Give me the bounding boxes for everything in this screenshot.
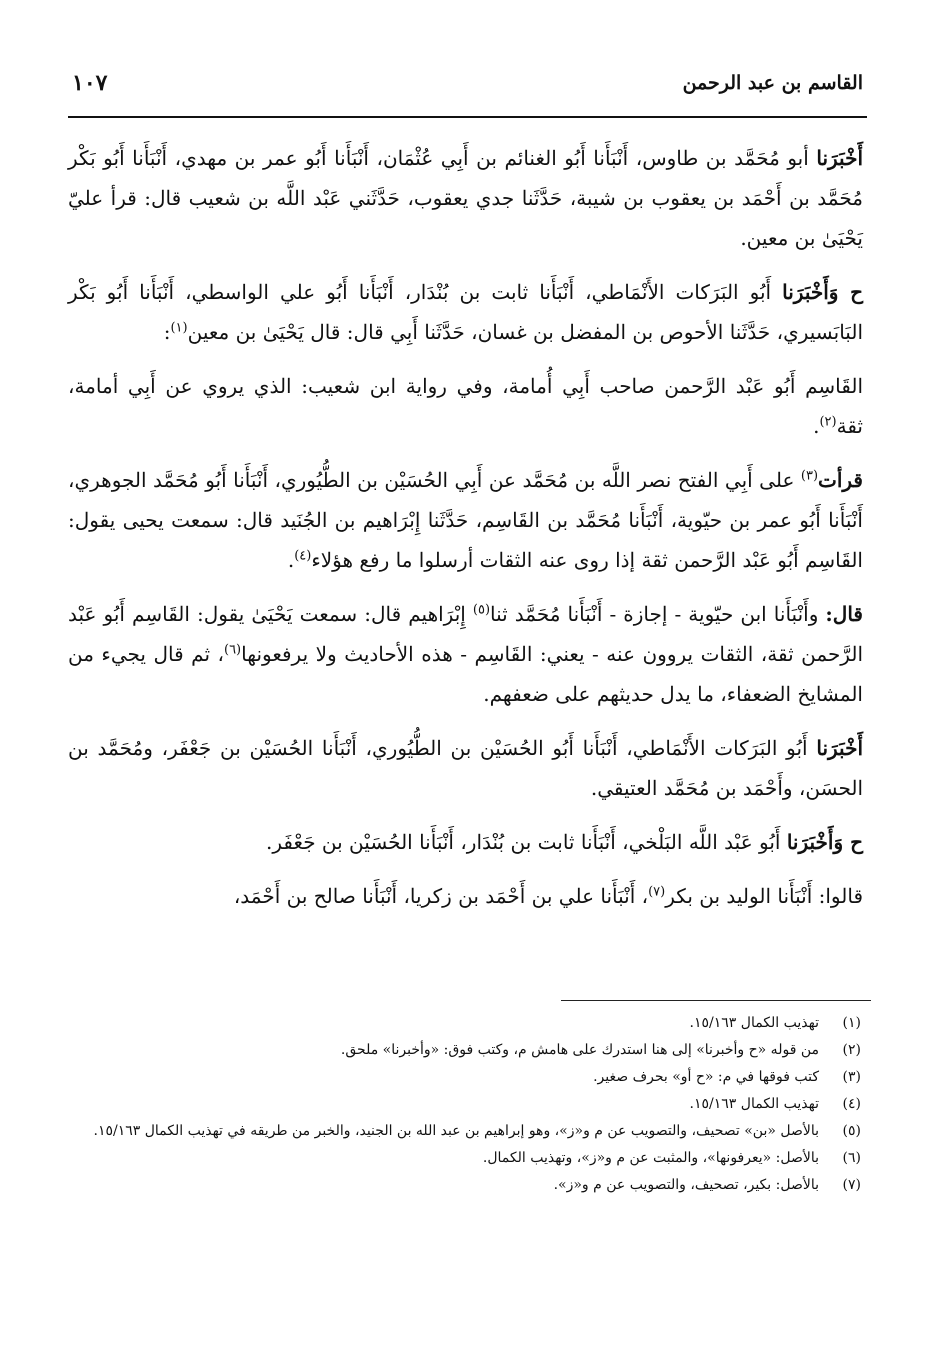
paragraph-lead: أَخْبَرَنا: [816, 146, 863, 170]
paragraph-3: [68, 366, 863, 446]
footnote-number: (٤): [842, 1096, 861, 1112]
footnote-3: [72, 1064, 861, 1091]
main-text: [68, 138, 863, 930]
paragraph-lead: قرأت: [818, 468, 863, 492]
paragraph-4: [68, 460, 863, 580]
footnote-text: بالأصل: «يعرفونها»، والمثبت عن م و«ز»، وتهذيب الكمال.: [482, 1150, 819, 1166]
paragraph-text: القَاسِم أَبُو عَبْد الرَّحمن صاحب أَبِي أُمامة، وفي رواية ابن شعيب: الذي يروي عن أَبِي أمامة، ثقة: [68, 374, 863, 438]
paragraph-tail: .: [287, 548, 295, 572]
footnote-6: [72, 1145, 861, 1172]
footnote-rule: [561, 1000, 871, 1001]
running-head: [72, 68, 863, 102]
footnote-ref: (٥): [472, 602, 491, 618]
paragraph-tail: ، ثم قال يجيء من المشايخ الضعفاء، ما يدل حديثهم على ضعفهم.: [68, 642, 863, 706]
footnote-number: (٦): [842, 1150, 861, 1166]
footnote-5: [72, 1118, 861, 1145]
paragraph-text: أبو مُحَمَّد بن طاوس، أَنْبَأَنا أَبُو الغنائم بن أَبِي عُثْمَان، أَنْبَأَنا أَبُو عمر بن مهدي، أَنْبَأَنا أَبُو بَكْر مُحَمَّد بن أَحْمَد بن يعقوب بن شيبة، حَدَّثَنا جدي يعقوب، حَدَّثَني عَبْد اللَّه بن شعيب قال: قرأ عليّ يَحْيَىٰ بن معين.: [68, 146, 863, 250]
footnote-7: [72, 1172, 861, 1199]
footnote-number: (٧): [842, 1177, 861, 1193]
footnote-text: من قوله «ح وأخبرنا» إلى هنا استدرك على هامش م، وكتب فوق: «وأخبرنا» ملحق.: [340, 1042, 819, 1058]
paragraph-text: إِبْرَاهيم قال: سمعت يَحْيَىٰ يقول: القَاسِم أَبُو عَبْد الرَّحمن ثقة، الثقات يروون عنه - يعني: القَاسِم - هذه الأحاديث ولا يرفعونها: [68, 602, 863, 666]
footnote-1: [72, 1010, 861, 1037]
footnote-ref: (٧): [648, 884, 666, 900]
footnote-ref: (٢): [819, 414, 837, 430]
paragraph-text: أَبُو البَرَكات الأَنْمَاطي، أَنْبَأَنا ثابت بن بُنْدَار، أَنْبَأَنا أَبُو علي الواسطي، أَنْبَأَنا أَبُو بَكْر البَابَسيري، حَدَّثَنا الأحوص بن المفضل بن غسان، حَدَّثَنا أَبِي قال: قال يَحْيَىٰ بن معين: [68, 280, 863, 344]
paragraph-lead: أَخْبَرَنا: [816, 736, 863, 760]
running-head-title: القاسم بن عبد الرحمن: [682, 72, 863, 94]
paragraph-6: [68, 728, 863, 808]
paragraph-tail: ، أَنْبَأَنا علي بن أَحْمَد بن زكريا، أَنْبَأَنا صالح بن أَحْمَد،: [233, 884, 649, 908]
footnote-ref: (٣): [800, 468, 819, 484]
footnote-number: (٣): [842, 1069, 861, 1085]
footnotes: [72, 1010, 861, 1199]
footnote-ref: (٦): [223, 642, 242, 658]
footnote-text: بالأصل: بكير، تصحيف، والتصويب عن م و«ز».: [553, 1177, 819, 1193]
footnote-text: كتب فوقها في م: «ح أو» بحرف صغير.: [593, 1069, 819, 1085]
footnote-text: تهذيب الكمال ١٥/١٦٣.: [689, 1015, 819, 1031]
paragraph-text: على أَبِي الفتح نصر اللَّه بن مُحَمَّد عن أَبِي الحُسَيْن بن الطُّيُوري، أَنْبَأَنا أَبُو مُحَمَّد الجوهري، أَنْبَأَنا أَبُو عمر بن حيّوية، أَنْبَأَنا مُحَمَّد بن القَاسِم، حَدَّثَنا إِبْرَاهيم بن الجُنَيد قال: سمعت يحيى يقول: القَاسِم أَبُو عَبْد الرَّحمن ثقة إذا روى عنه الثقات أرسلوا ما رفع هؤلاء: [68, 468, 863, 572]
footnote-number: (١): [842, 1015, 861, 1031]
footnote-ref: (٤): [294, 548, 312, 564]
paragraph-7: [68, 822, 863, 862]
paragraph-8: [68, 876, 863, 916]
paragraph-text: أَبُو البَرَكات الأَنْمَاطي، أَنْبَأَنا أَبُو الحُسَيْن بن الطُّيُوري، أَنْبَأَنا الحُسَيْن بن جَعْفَر، ومُحَمَّد بن الحسَن، وأَحْمَد بن مُحَمَّد العتيقي.: [68, 736, 863, 800]
paragraph-lead: ح وَأَخْبَرَنا: [786, 830, 863, 854]
footnote-2: [72, 1037, 861, 1064]
paragraph-text: وأَنْبَأَنا ابن حيّوية - إجازة - أَنْبَأَنا مُحَمَّد ثنا: [490, 602, 826, 626]
footnote-text: بالأصل «بن» تصحيف، والتصويب عن م و«ز»، وهو إبراهيم بن عبد الله بن الجنيد، والخبر من طريقه في تهذيب الكمال ١٥/١٦٣.: [93, 1123, 819, 1139]
footnote-number: (٥): [842, 1123, 861, 1139]
footnote-4: [72, 1091, 861, 1118]
paragraph-5: [68, 594, 863, 714]
header-rule: [68, 116, 867, 118]
footnote-ref: (١): [170, 320, 188, 336]
paragraph-lead: ح وَأَخْبَرَنا: [782, 280, 864, 304]
paragraph-text: قالوا: أَنْبَأَنا الوليد بن بكر: [665, 884, 863, 908]
paragraph-text: أَبُو عَبْد اللَّه البَلْخي، أَنْبَأَنا ثابت بن بُنْدَار، أَنْبَأَنا الحُسَيْن بن جَعْفَر.: [266, 830, 787, 854]
paragraph-2: [68, 272, 863, 352]
paragraph-1: [68, 138, 863, 258]
page-number: ١٠٧: [72, 70, 108, 96]
paragraph-tail: .: [813, 414, 820, 438]
paragraph-tail: :: [163, 320, 171, 344]
footnote-text: تهذيب الكمال ١٥/١٦٣.: [689, 1096, 819, 1112]
footnote-number: (٢): [842, 1042, 861, 1058]
paragraph-lead: قال:: [825, 602, 863, 626]
